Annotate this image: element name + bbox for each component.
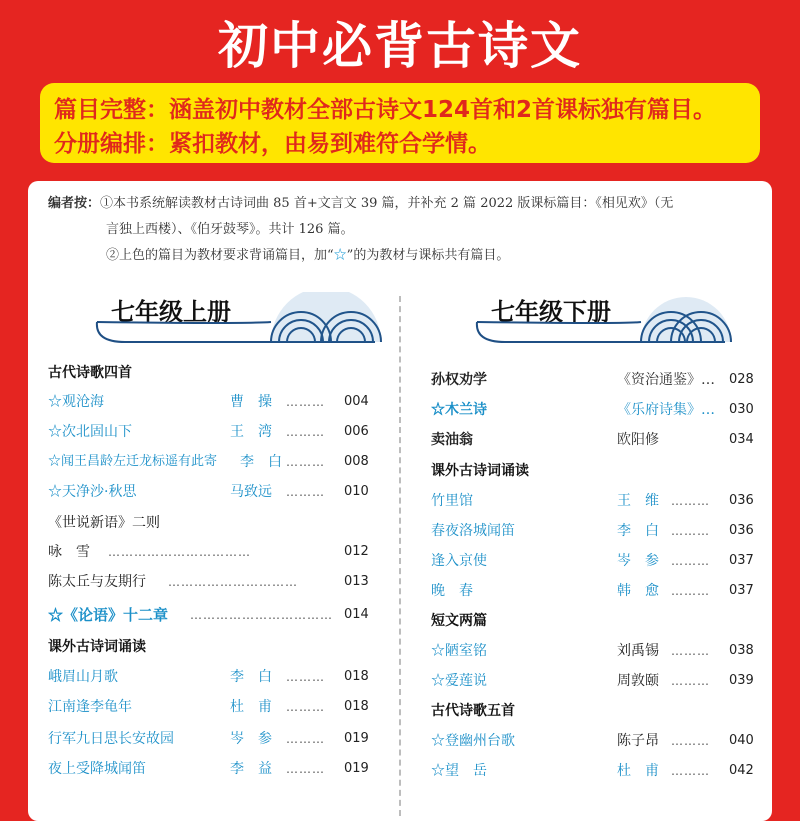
leader-dots: ………: [286, 732, 325, 746]
toc-entry[interactable]: [431, 756, 761, 786]
entry-title: ☆观沧海: [48, 394, 104, 410]
entry-page: 006: [344, 424, 369, 439]
entry-title: ☆陋室铭: [431, 643, 487, 659]
toc-entry[interactable]: [48, 387, 378, 417]
editor-note-label: 编者按：: [48, 196, 101, 211]
leader-dots: ……………………………: [190, 608, 333, 622]
entry-page: 030: [729, 402, 754, 417]
leader-dots: …………………………: [168, 575, 298, 589]
entry-page: 039: [729, 673, 754, 688]
entry-title: ☆爱莲说: [431, 673, 487, 689]
entry-title: 孙权劝学: [431, 372, 487, 388]
toc-entry[interactable]: [48, 600, 378, 630]
toc-entry[interactable]: [431, 365, 761, 395]
star-icon: ☆: [333, 248, 347, 263]
leader-dots: ………: [286, 455, 325, 469]
entry-page: 042: [729, 763, 754, 778]
leader-dots: ……………………………: [108, 545, 251, 559]
entry-title: ☆木兰诗: [431, 402, 487, 418]
entry-title: 夜上受降城闻笛: [48, 761, 146, 777]
entry-page: 013: [344, 574, 369, 589]
leader-dots: ………: [286, 700, 325, 714]
toc-entry[interactable]: [48, 447, 378, 477]
leader-dots: ………: [671, 734, 710, 748]
toc-entry[interactable]: [431, 636, 761, 666]
column-divider: [399, 296, 401, 816]
entry-title: 晚 春: [431, 583, 473, 599]
entry-page: 040: [729, 733, 754, 748]
feature-banner: [40, 83, 760, 163]
entry-author: 陈子昂: [617, 733, 659, 749]
entry-author: 杜 甫: [617, 763, 659, 779]
entry-page: 019: [344, 731, 369, 746]
entry-title: 陈太丘与友期行: [48, 574, 146, 590]
entry-title: 卖油翁: [431, 432, 473, 448]
entry-author: 王 湾: [230, 424, 272, 440]
entry-author: 《资治通鉴》…: [617, 372, 715, 388]
leader-dots: ………: [671, 764, 710, 778]
entry-page: 028: [729, 372, 754, 387]
entry-page: 036: [729, 523, 754, 538]
volume-header-left: [95, 292, 385, 350]
section-title: 古代诗歌五首: [431, 703, 515, 719]
editor-note-1b: 言独上西楼）、《伯牙鼓琴》。共计 126 篇。: [106, 222, 354, 237]
leader-dots: ………: [671, 494, 710, 508]
editor-note-text-2a: ②上色的篇目为教材要求背诵篇目，加“: [106, 248, 334, 263]
entry-page: 038: [729, 643, 754, 658]
entry-title: 行军九日思长安故园: [48, 731, 174, 747]
section-title: 短文两篇: [431, 613, 487, 629]
entry-title: ☆登幽州台歌: [431, 733, 515, 749]
volume-header-right: [475, 292, 765, 350]
entry-title: ☆《论语》十二章: [48, 606, 169, 624]
entry-author: 李 益: [230, 761, 272, 777]
entry-page: 018: [344, 699, 369, 714]
page-title: 初中必背古诗文: [218, 17, 582, 75]
entry-author: 周敦颐: [617, 673, 659, 689]
toc-entry[interactable]: [431, 546, 761, 576]
toc-entry[interactable]: [431, 425, 761, 455]
toc-entry[interactable]: [48, 724, 378, 754]
entry-title: ☆望 岳: [431, 763, 487, 779]
leader-dots: ………: [671, 554, 710, 568]
editor-note-2: [106, 244, 509, 263]
toc-entry[interactable]: [431, 726, 761, 756]
entry-page: 037: [729, 583, 754, 598]
entry-author: 李 白: [240, 454, 282, 470]
entry-author: 马致远: [230, 484, 272, 500]
entry-page: 034: [729, 432, 754, 447]
entry-page: 008: [344, 454, 369, 469]
entry-page: 004: [344, 394, 369, 409]
entry-title: ☆闻王昌龄左迁龙标遥有此寄: [48, 454, 218, 469]
feature-line-2: 分册编排：紧扣教材，由易到难符合学情。: [54, 131, 491, 157]
entry-author: 杜 甫: [230, 699, 272, 715]
editor-note-text-2b: ”的为教材与课标共有篇目。: [346, 248, 510, 263]
entry-title: 江南逢李龟年: [48, 699, 132, 715]
editor-note-text-1a: ①本书系统解读教材古诗词曲 85 首+文言文 39 篇，并补充 2 篇 2022 版课标篇目：《相见欢》（无: [100, 196, 674, 211]
leader-dots: ………: [286, 395, 325, 409]
leader-dots: ………: [286, 485, 325, 499]
entry-page: 036: [729, 493, 754, 508]
toc-entry[interactable]: [431, 666, 761, 696]
entry-author: 岑 参: [617, 553, 659, 569]
editor-note-1a: [48, 192, 673, 211]
section-title: 课外古诗词诵读: [431, 463, 529, 479]
toc-entry[interactable]: [48, 662, 378, 692]
entry-author: 曹 操: [230, 394, 272, 410]
entry-author: 欧阳修: [617, 432, 659, 448]
leader-dots: ………: [286, 762, 325, 776]
entry-page: 018: [344, 669, 369, 684]
leader-dots: ………: [286, 425, 325, 439]
leader-dots: ………: [286, 670, 325, 684]
entry-title: 峨眉山月歌: [48, 669, 118, 685]
entry-author: 《乐府诗集》…: [617, 402, 715, 418]
wave-ornament-left: [95, 292, 385, 350]
entry-title: ☆次北固山下: [48, 424, 132, 440]
entry-author: 李 白: [617, 523, 659, 539]
wave-ornament-right: [475, 292, 765, 350]
feature-line-1: 篇目完整：涵盖初中教材全部古诗文124首和2首课标独有篇目。: [54, 97, 717, 123]
leader-dots: ………: [671, 644, 710, 658]
entry-author: 李 白: [230, 669, 272, 685]
entry-title: ☆天净沙·秋思: [48, 484, 137, 500]
leader-dots: ………: [671, 524, 710, 538]
entry-page: 010: [344, 484, 369, 499]
toc-entry[interactable]: [431, 486, 761, 516]
leader-dots: ………: [671, 674, 710, 688]
entry-author: 韩 愈: [617, 583, 659, 599]
toc-entry[interactable]: [48, 477, 378, 507]
entry-title: 春夜洛城闻笛: [431, 523, 515, 539]
section-title: 《世说新语》二则: [48, 515, 160, 531]
entry-author: 岑 参: [230, 731, 272, 747]
entry-page: 014: [344, 607, 369, 622]
volume-title-right: 七年级下册: [491, 297, 611, 326]
volume-title-left: 七年级上册: [111, 297, 231, 326]
leader-dots: ………: [671, 584, 710, 598]
entry-page: 037: [729, 553, 754, 568]
entry-title: 竹里馆: [431, 493, 473, 509]
toc-entry[interactable]: [48, 692, 378, 722]
toc-entry[interactable]: [48, 567, 378, 597]
section-title: 古代诗歌四首: [48, 365, 132, 381]
toc-entry[interactable]: [48, 417, 378, 447]
toc-entry[interactable]: [48, 537, 378, 567]
section-title: 课外古诗词诵读: [48, 639, 146, 655]
toc-entry[interactable]: [48, 754, 378, 784]
toc-entry[interactable]: [431, 395, 761, 425]
entry-author: 刘禹锡: [617, 643, 659, 659]
entry-title: 咏 雪: [48, 544, 90, 560]
toc-entry[interactable]: [431, 576, 761, 606]
entry-title: 逢入京使: [431, 553, 487, 569]
entry-page: 012: [344, 544, 369, 559]
toc-entry[interactable]: [431, 516, 761, 546]
entry-author: 王 维: [617, 493, 659, 509]
entry-page: 019: [344, 761, 369, 776]
